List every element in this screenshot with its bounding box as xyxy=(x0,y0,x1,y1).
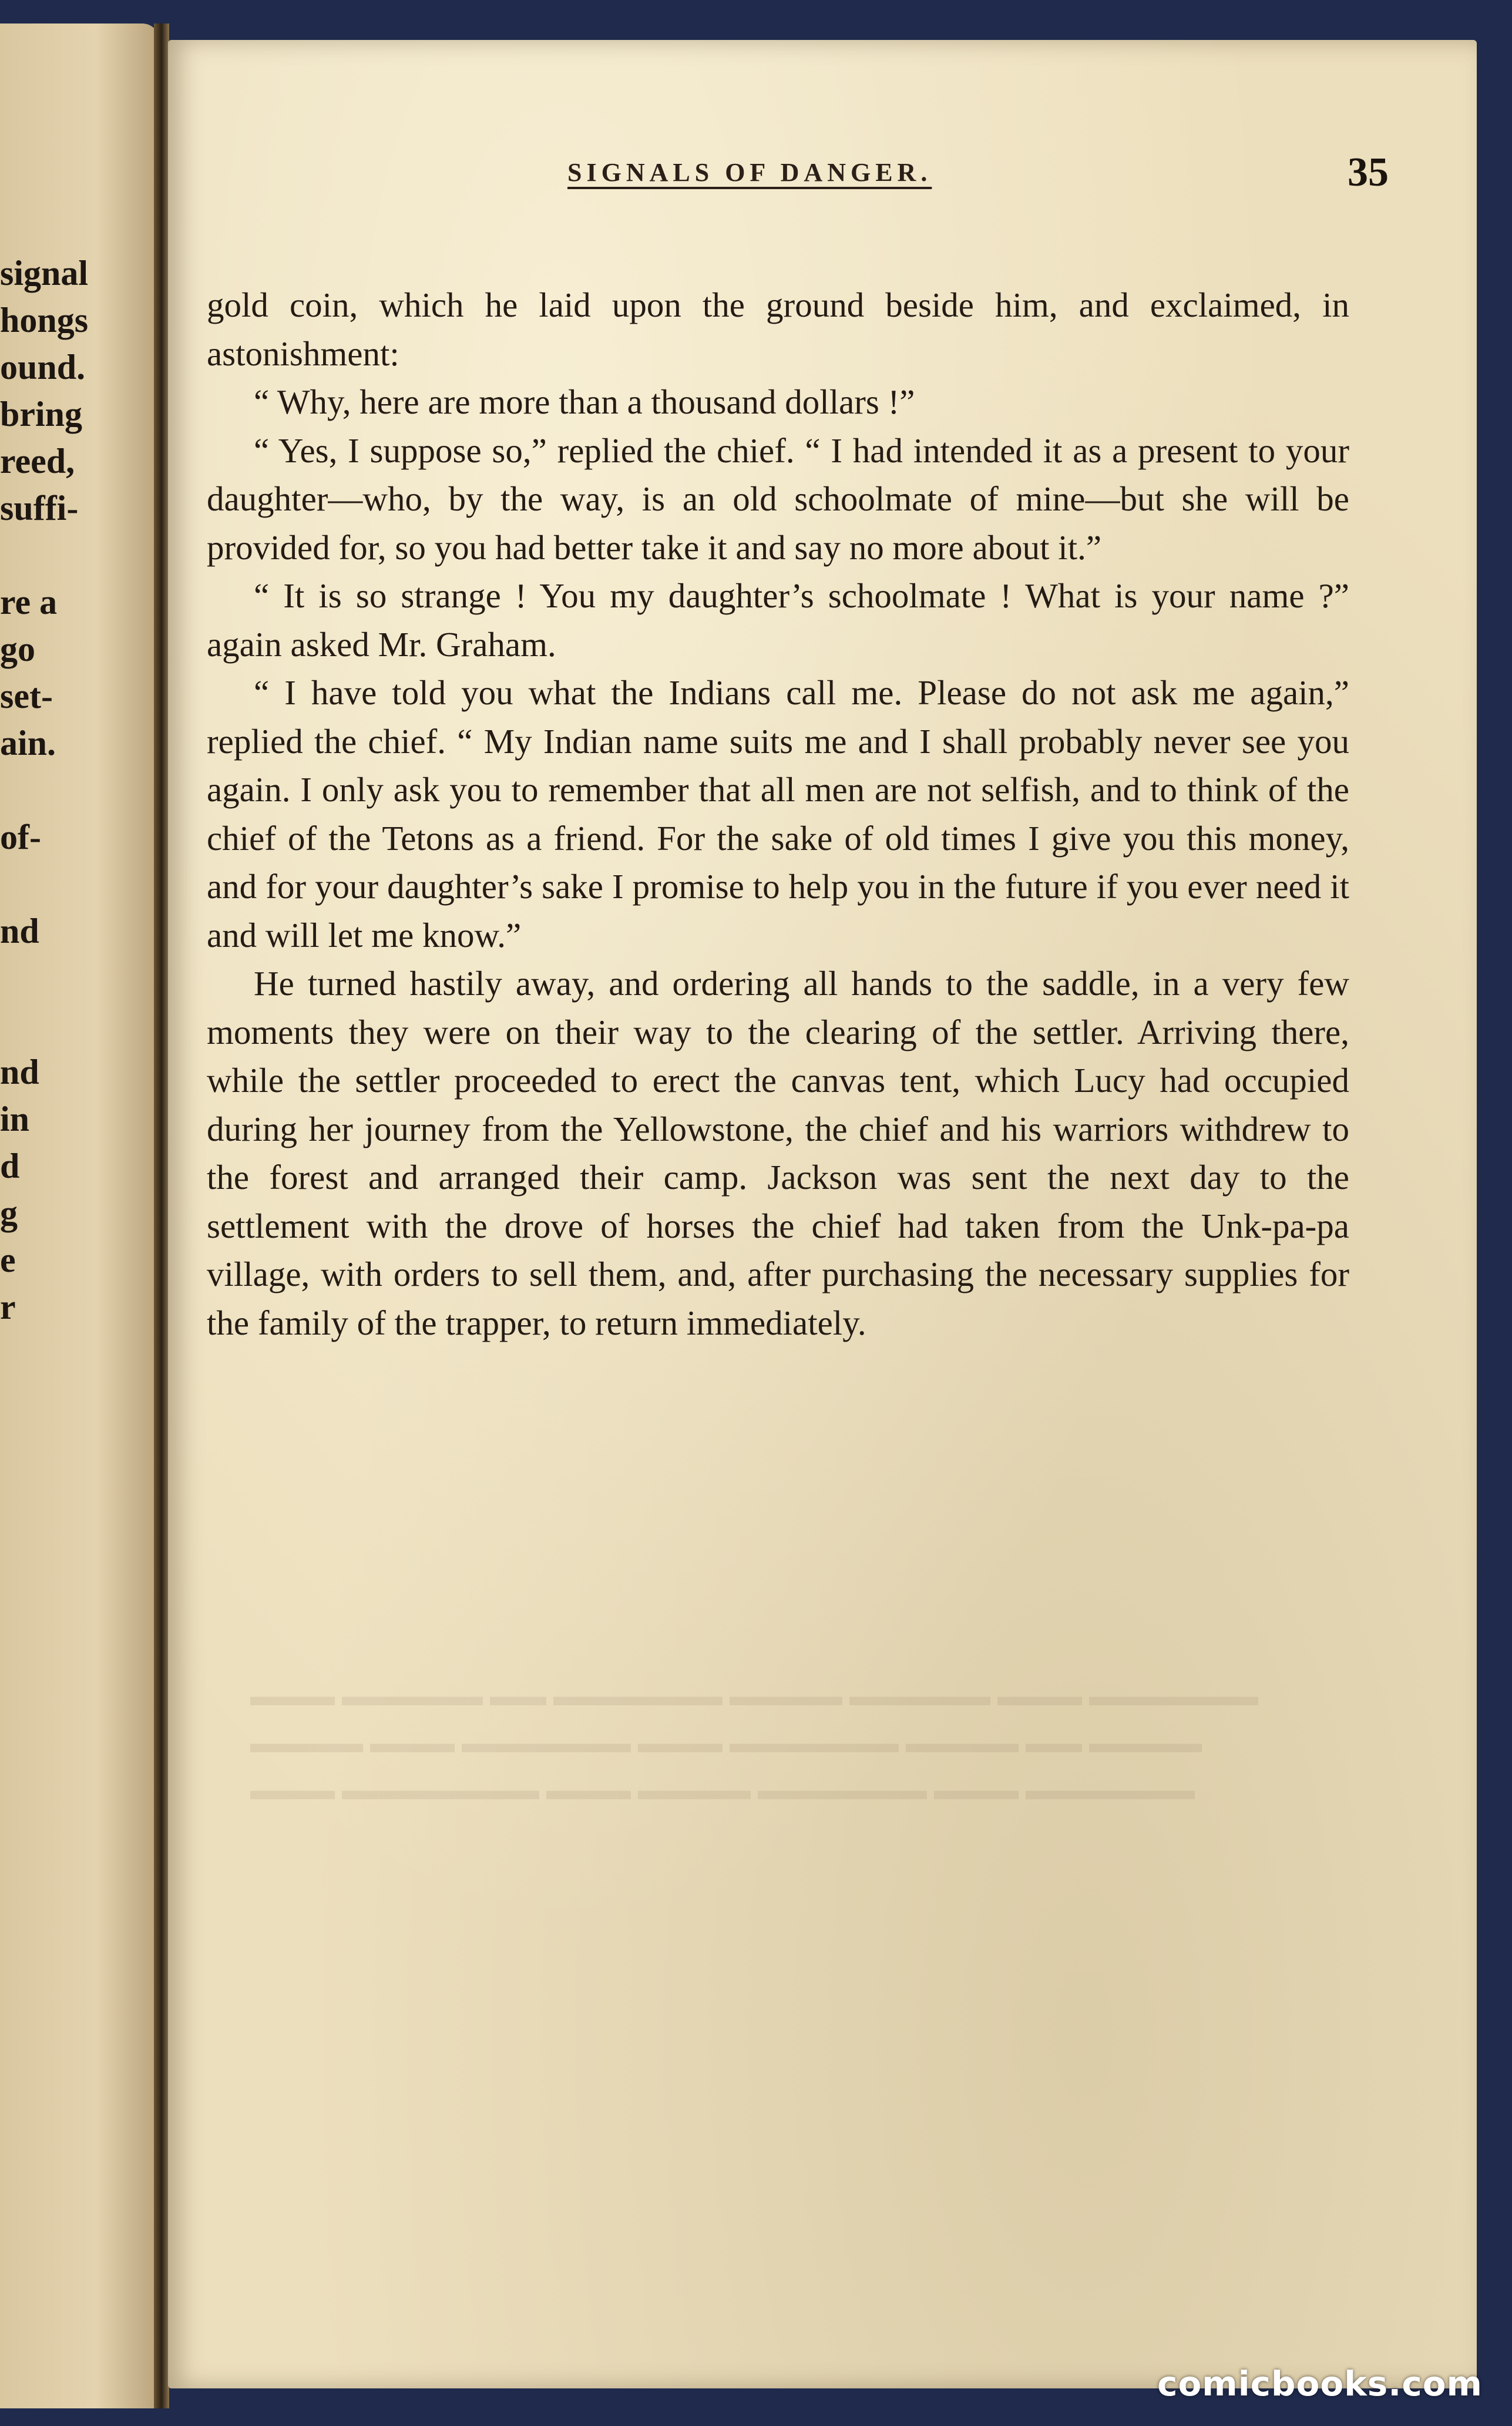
fragment-line: signal xyxy=(0,254,89,293)
facing-page-edge xyxy=(0,23,160,2408)
fragment-line: ound. xyxy=(0,348,86,387)
site-watermark: comicbooks.com xyxy=(1157,2364,1483,2404)
fragment-line xyxy=(0,1002,117,1049)
fragment-line: ain. xyxy=(0,724,56,762)
fragment-line: d xyxy=(0,1147,20,1185)
fragment-line: r xyxy=(0,1288,16,1326)
fragment-line: g xyxy=(0,1194,18,1232)
fragment-line xyxy=(0,861,117,908)
running-head-title: SIGNALS OF DANGER. xyxy=(567,158,932,187)
fragment-line xyxy=(0,532,117,579)
paragraph: “ It is so strange ! You my daughter’s schoolmate ! What is your name ?” again asked Mr. Graham. xyxy=(207,576,1349,664)
fragment-line: hongs xyxy=(0,301,89,340)
body-text xyxy=(207,281,1349,1347)
fragment-line: go xyxy=(0,630,35,668)
fragment-line: nd xyxy=(0,1053,39,1091)
paragraph: “ I have told you what the Indians call me. Please do not ask me again,” replied the chief. “ My Indian name suits me and I shall probably never see you again. I only ask you to remember that all men are not selfish, and to think of the chief of the Tetons as a friend. For the sake of old times I give you this money, and for your daughter’s sake I promise to help you in the future if you ever need it and will let me know.” xyxy=(207,673,1349,955)
fragment-line xyxy=(0,955,117,1002)
fragment-line: re a xyxy=(0,583,58,621)
page-number: 35 xyxy=(1348,150,1389,195)
bleed-line: ▬▬▬▬ ▬▬▬ ▬▬▬▬▬▬ ▬▬▬ ▬▬▬▬▬▬ ▬▬▬▬ ▬▬ ▬▬▬▬ xyxy=(250,1728,1202,1759)
fragment-line xyxy=(0,767,117,814)
fragment-line: of- xyxy=(0,818,41,856)
book-spine-gutter xyxy=(154,23,169,2408)
bleed-line: ▬▬▬ ▬▬▬▬▬ ▬▬ ▬▬▬▬▬▬ ▬▬▬▬ ▬▬▬▬▬ ▬▬▬ ▬▬▬▬▬▬ xyxy=(250,1681,1258,1712)
running-head xyxy=(168,150,1477,216)
facing-page-text-fragments xyxy=(0,250,117,1330)
fragment-line: reed, xyxy=(0,442,75,481)
fragment-line: e xyxy=(0,1241,16,1279)
fragment-line: set- xyxy=(0,677,53,715)
book-page xyxy=(168,40,1477,2388)
paragraph: “ Yes, I suppose so,” replied the chief. “ I had intended it as a present to your daughter—who, by the way, is an old schoolmate of mine—but she will be provided for, so you had better take it and say no more about it.” xyxy=(207,431,1349,567)
fragment-line: in xyxy=(0,1100,30,1138)
paragraph: “ Why, here are more than a thousand dollars !” xyxy=(254,382,915,421)
fragment-line: nd xyxy=(0,912,39,950)
paragraph: gold coin, which he laid upon the ground beside him, and exclaimed, in astonishment: xyxy=(207,285,1349,373)
show-through-bleed xyxy=(250,1673,1308,1814)
bleed-line: ▬▬▬ ▬▬▬▬▬▬▬ ▬▬▬ ▬▬▬▬ ▬▬▬▬▬▬ ▬▬▬ ▬▬▬▬▬▬ xyxy=(250,1775,1195,1806)
fragment-line: bring xyxy=(0,395,83,434)
fragment-line: suffi- xyxy=(0,489,79,527)
paragraph: He turned hastily away, and ordering all hands to the saddle, in a very few moments they were on their way to the clearing of the settler. Arriving there, while the settler proceeded to erect the canvas tent, which Lucy had occupied during her journey from the Yellowstone, the chief and his warriors withdrew to the forest and arranged their camp. Jackson was sent the next day to the settlement with the drove of horses the chief had taken from the Unk-pa-pa village, with orders to sell them, and, after purchasing the necessary supplies for the family of the trapper, to return immediately. xyxy=(207,964,1349,1342)
